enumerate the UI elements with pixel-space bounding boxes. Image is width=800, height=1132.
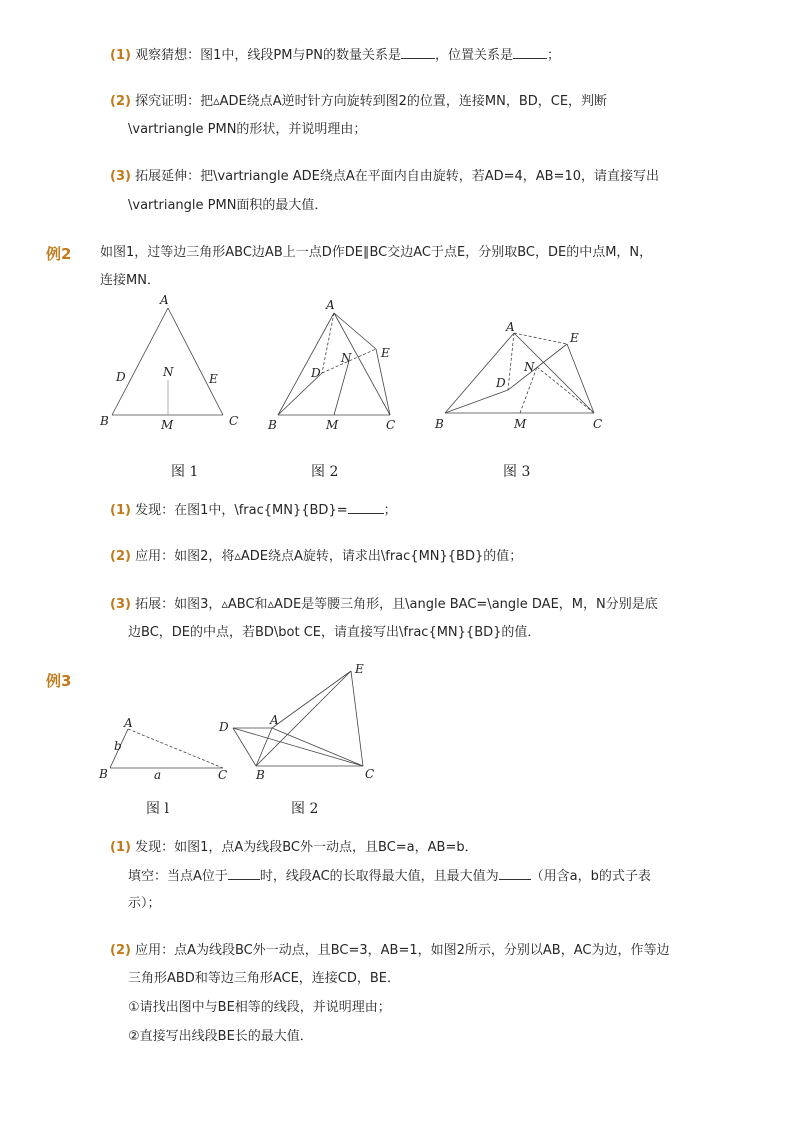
ex2-fig1-label-b: B bbox=[100, 414, 109, 428]
ex2-fig2-label-b: B bbox=[268, 418, 277, 432]
ex2-q2-text: 应用：如图2，将▵ADE绕点A旋转，请求出\frac{MN}{BD}的值； bbox=[135, 549, 523, 564]
ex3-q2-line2 bbox=[128, 969, 400, 989]
ex2-q2-num: (2) bbox=[110, 549, 131, 564]
p1-q3-num: (3) bbox=[110, 169, 131, 184]
ex2-fig1-caption: 图 1 bbox=[171, 464, 199, 480]
ex3-q2-text-3: ①请找出图中与BE相等的线段，并说明理由； bbox=[128, 1000, 391, 1015]
ex3-fig1-label-c: C bbox=[218, 768, 228, 782]
ex2-fig1-label-n: N bbox=[163, 365, 174, 379]
ex3-q2-text-2: 三角形ABD和等边三角形ACE，连接CD，BE． bbox=[128, 971, 400, 986]
ex2-q3-num: (3) bbox=[110, 597, 131, 612]
ex2-q1-text-a: 发现：在图1中，\frac{MN}{BD}= bbox=[135, 503, 348, 518]
p1-q2-num: (2) bbox=[110, 94, 131, 109]
p1-q3-text-2: \vartriangle PMN面积的最大值． bbox=[128, 198, 328, 213]
ex3-fig1-caption: 图 l bbox=[146, 801, 169, 817]
ex2-intro-2: 连接MN． bbox=[100, 273, 160, 288]
ex3-fig1 bbox=[98, 716, 227, 782]
ex2-fig2-label-c: C bbox=[386, 418, 396, 432]
ex3-fig2-label-a: A bbox=[270, 713, 279, 727]
p1-q2-text-2: \vartriangle PMN的形状，并说明理由； bbox=[128, 122, 367, 137]
ex2-q3-text-1: 拓展：如图3，▵ABC和▵ADE是等腰三角形，且\angle BAC=\angle DAE，M，N分别是底 bbox=[135, 597, 658, 612]
ex3-q2-text-4: ②直接写出线段BE长的最大值． bbox=[128, 1029, 313, 1044]
ex3-fig1-label-a: A bbox=[124, 716, 133, 730]
p1-q1-num: (1) bbox=[110, 48, 131, 63]
ex2-fig1-label-c: C bbox=[229, 414, 239, 428]
ex2-fig3-label-b: B bbox=[435, 417, 444, 431]
ex3-q1-line3 bbox=[128, 894, 161, 914]
ex2-fig1-label-m: M bbox=[161, 418, 174, 432]
ex2-q1-num: (1) bbox=[110, 503, 131, 518]
ex3-q1-line1 bbox=[110, 838, 478, 858]
ex2-fig3-label-m: M bbox=[514, 417, 527, 431]
p1-q1-text-b: ，位置关系是 bbox=[434, 48, 513, 63]
ex3-label: 例3 bbox=[46, 672, 72, 690]
ex2-fig1-label-a: A bbox=[160, 293, 169, 307]
ex3-q1-text-1: 发现：如图1，点A为线段BC外一动点，且BC=a，AB=b． bbox=[135, 840, 478, 855]
ex3-fig2-label-d: D bbox=[219, 720, 229, 734]
ex3-q1-text-2c: （用含a，b的式子表 bbox=[530, 869, 651, 884]
ex3-q1-text-2b: 时，线段AC的长取得最大值，且最大值为 bbox=[259, 869, 499, 884]
p1-q2-text-1: 探究证明：把▵ADE绕点A逆时针方向旋转到图2的位置，连接MN，BD，CE，判断 bbox=[135, 94, 608, 109]
ex3-q1-num: (1) bbox=[110, 840, 131, 855]
ex2-fig2-label-n: N bbox=[341, 351, 352, 365]
ex3-fig1-label-b-side: b bbox=[114, 739, 122, 753]
ex3-fig2-label-b: B bbox=[256, 768, 265, 782]
ex2-fig3-label-d: D bbox=[496, 376, 506, 390]
ex2-fig2-caption: 图 2 bbox=[311, 464, 339, 480]
ex3-fig2-caption: 图 2 bbox=[291, 801, 319, 817]
ex3-q2-line4 bbox=[128, 1027, 313, 1047]
ex3-q2-line3 bbox=[128, 998, 391, 1018]
ex2-fig3-label-e: E bbox=[570, 331, 579, 345]
ex2-q1-text-b: ； bbox=[383, 503, 397, 518]
p1-q1-text-a: 观察猜想：图1中，线段PM与PN的数量关系是 bbox=[135, 48, 401, 63]
ex3-fig1-label-b: B bbox=[99, 767, 108, 781]
ex3-q1-text-3: 示）； bbox=[128, 896, 161, 911]
ex3-q2-line1 bbox=[110, 941, 669, 961]
ex2-fig2-label-m: M bbox=[326, 418, 339, 432]
ex2-fig1-label-d: D bbox=[116, 370, 126, 384]
ex2-fig2-label-a: A bbox=[326, 298, 335, 312]
ex2-fig3-label-n: N bbox=[524, 360, 535, 374]
ex3-q1-text-2a: 填空：当点A位于 bbox=[128, 869, 228, 884]
ex3-q1-blank-1[interactable] bbox=[228, 866, 260, 880]
ex3-q1-line2 bbox=[128, 866, 651, 887]
p1-q1-text-c: ； bbox=[547, 48, 561, 63]
ex2-fig3-label-c: C bbox=[593, 417, 603, 431]
ex2-fig3-caption: 图 3 bbox=[503, 464, 531, 480]
ex3-fig2-label-e: E bbox=[355, 662, 364, 676]
ex2-fig2-label-e: E bbox=[381, 346, 390, 360]
ex3-fig1-label-a-side: a bbox=[154, 768, 162, 782]
ex2-fig1-label-e: E bbox=[209, 372, 218, 386]
ex2-label: 例2 bbox=[46, 245, 72, 263]
ex3-q1-blank-2[interactable] bbox=[499, 866, 531, 880]
ex2-intro-1: 如图1，过等边三角形ABC边AB上一点D作DE∥BC交边AC于点E，分别取BC，DE的中点M，N， bbox=[100, 245, 653, 260]
ex2-fig2-label-d: D bbox=[311, 366, 321, 380]
ex3-fig2-label-c: C bbox=[365, 767, 375, 781]
p1-q3-text-1: 拓展延伸：把\vartriangle ADE绕点A在平面内自由旋转，若AD=4，AB=10，请直接写出 bbox=[135, 169, 660, 184]
ex3-q2-text-1: 应用：点A为线段BC外一动点，且BC=3，AB=1，如图2所示，分别以AB，AC为边，作等边 bbox=[135, 943, 670, 958]
ex3-q2-num: (2) bbox=[110, 943, 131, 958]
ex2-fig3-label-a: A bbox=[506, 320, 515, 334]
ex3-fig2 bbox=[218, 662, 374, 782]
ex2-q3-text-2: 边BC，DE的中点，若BD\bot CE，请直接写出\frac{MN}{BD}的值． bbox=[128, 625, 541, 640]
